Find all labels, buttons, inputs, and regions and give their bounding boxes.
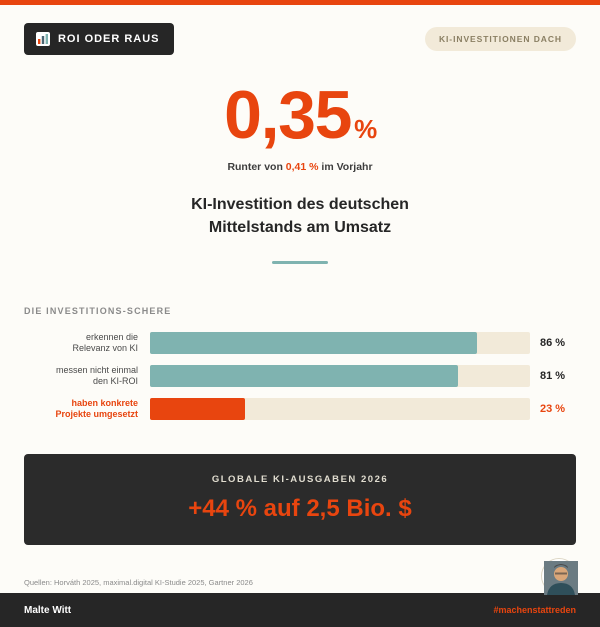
bar-value: 86 % xyxy=(540,337,566,350)
footer-hashtag: #machenstattreden xyxy=(493,605,576,616)
hero-section xyxy=(24,77,576,264)
hero-subtext xyxy=(24,161,576,173)
sources-row xyxy=(24,559,576,593)
header xyxy=(24,5,576,55)
avatar xyxy=(542,559,576,593)
brand-label: ROI ODER RAUS xyxy=(58,33,160,45)
bar-label-line1: erkennen die xyxy=(85,331,138,342)
brand-badge xyxy=(24,23,174,55)
page-title xyxy=(24,193,576,239)
callout-value: +44 % auf 2,5 Bio. $ xyxy=(188,495,412,523)
hero-value: 0,35 xyxy=(224,77,352,153)
author-name: Malte Witt xyxy=(24,604,72,616)
bar-track xyxy=(150,398,530,420)
hero-subtext-highlight: 0,41 % xyxy=(285,161,319,173)
bar-value: 81 % xyxy=(540,370,566,383)
bar-label xyxy=(24,398,150,421)
hero-subtext-suffix: im Vorjahr xyxy=(318,161,373,173)
bar-chart xyxy=(24,306,576,420)
main-content xyxy=(0,5,600,593)
bar-label-line1: haben konkrete xyxy=(71,397,138,408)
chart-title: DIE INVESTITIONS-SCHERE xyxy=(24,306,172,317)
bar-label-line2: Relevanz von KI xyxy=(72,343,138,354)
sources-text: Quellen: Horváth 2025, maximal.digital KI-Studie 2025, Gartner 2026 xyxy=(24,578,253,588)
bar-label-line2: den KI-ROI xyxy=(92,376,138,387)
table-row xyxy=(24,398,576,420)
bar-label xyxy=(24,365,150,388)
chart-logo-icon xyxy=(36,32,50,46)
table-row xyxy=(24,332,576,354)
bar-value: 23 % xyxy=(540,403,566,416)
callout-label: GLOBALE KI-AUSGABEN 2026 xyxy=(211,474,389,486)
bar-fill xyxy=(150,398,245,420)
callout-box xyxy=(24,454,576,545)
footer xyxy=(0,593,600,627)
hero-unit: % xyxy=(354,114,376,144)
hero-subtext-prefix: Runter von xyxy=(227,161,286,173)
bar-label xyxy=(24,332,150,355)
topic-tag: KI-INVESTITIONEN DACH xyxy=(425,27,576,51)
hero-value-wrap xyxy=(224,77,376,153)
table-row xyxy=(24,365,576,387)
bar-label-line2: Projekte umgesetzt xyxy=(55,409,138,420)
bar-label-line1: messen nicht einmal xyxy=(55,364,138,375)
page-title-line1: KI-Investition des deutschen xyxy=(191,196,409,213)
bar-track xyxy=(150,365,530,387)
bar-fill xyxy=(150,332,477,354)
bar-track xyxy=(150,332,530,354)
section-divider xyxy=(272,261,328,264)
bar-fill xyxy=(150,365,458,387)
page-title-line2: Mittelstands am Umsatz xyxy=(208,219,392,237)
